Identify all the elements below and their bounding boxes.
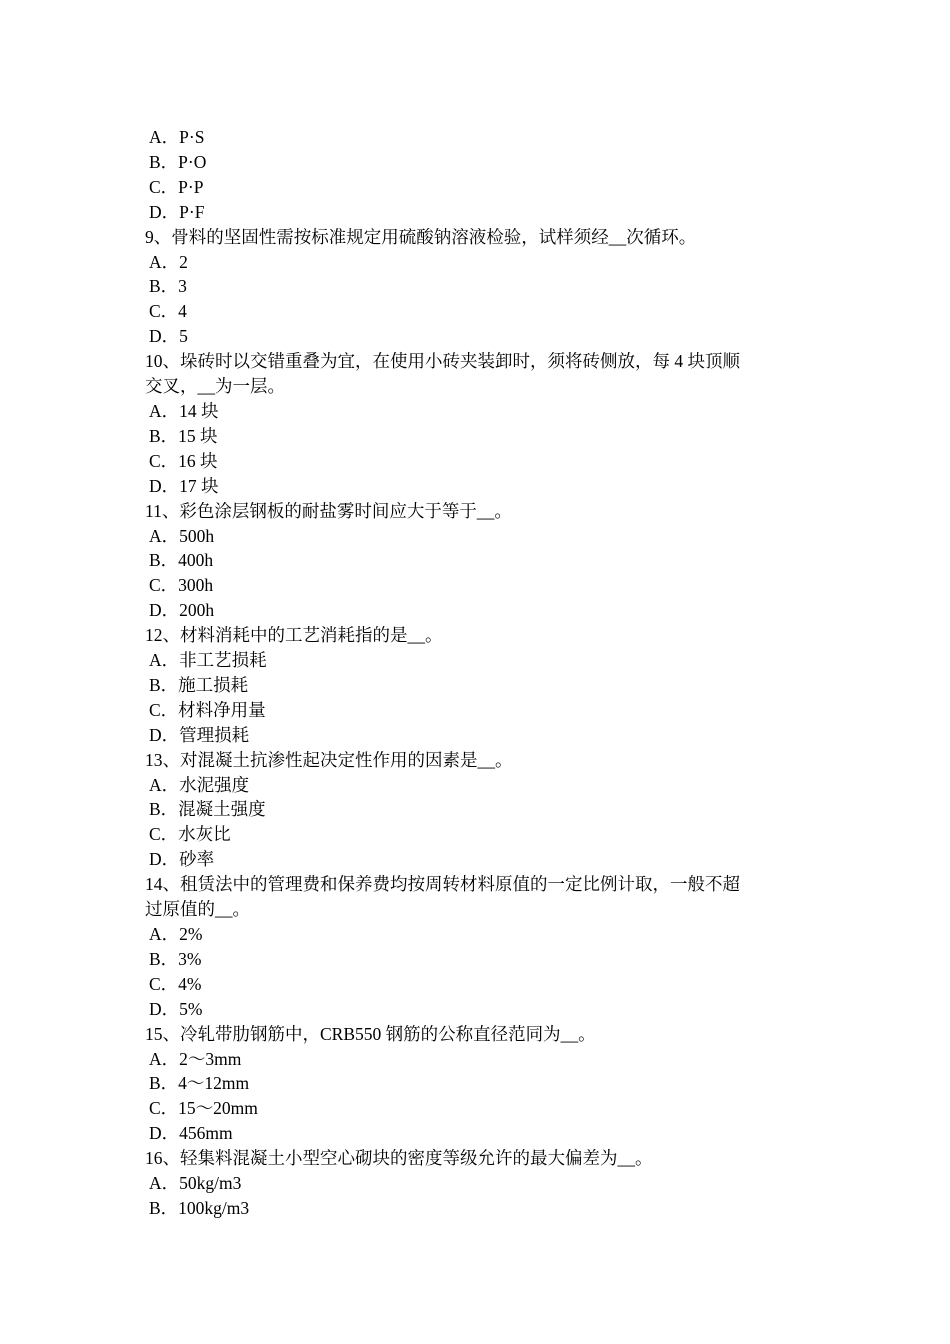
answer-option: B．混凝土强度 (149, 799, 266, 820)
answer-option: A．非工艺损耗 (149, 650, 267, 671)
question-text: 9、骨料的坚固性需按标准规定用硫酸钠溶液检验，试样须经__次循环。 (145, 226, 697, 247)
answer-option: A．500h (149, 525, 215, 546)
answer-option: A．水泥强度 (149, 774, 250, 795)
answer-option: D．5 (149, 326, 188, 347)
question-text: 10、垛砖时以交错重叠为宜，在使用小砖夹装卸时，须将砖侧放，每 4 块顶顺 (145, 351, 740, 372)
answer-option: C．材料净用量 (149, 699, 266, 720)
answer-option: D．17 块 (149, 475, 219, 496)
answer-option: A．14 块 (149, 400, 219, 421)
answer-option: B．施工损耗 (149, 674, 249, 695)
question-text: 13、对混凝土抗渗性起决定性作用的因素是__。 (145, 749, 513, 770)
answer-option: B．3 (149, 276, 187, 297)
question-text: 16、轻集料混凝土小型空心砌块的密度等级允许的最大偏差为__。 (145, 1148, 653, 1169)
answer-option: A．2 (149, 251, 188, 272)
answer-option: D．456mm (149, 1123, 233, 1144)
answer-option: D．200h (149, 600, 215, 621)
answer-option: C．15～20mm (149, 1098, 258, 1119)
answer-option: B．400h (149, 550, 214, 571)
answer-option: C．4 (149, 301, 187, 322)
answer-option: A．2% (149, 924, 203, 944)
question-text: 11、彩色涂层钢板的耐盐雾时间应大于等于__。 (145, 500, 512, 521)
answer-option: C．300h (149, 575, 214, 596)
answer-option: C．4% (149, 973, 202, 994)
answer-option: C．水灰比 (149, 824, 231, 845)
question-text: 交叉，__为一层。 (145, 376, 285, 397)
answer-option: A．2～3mm (149, 1048, 242, 1069)
answer-option: B．100kg/m3 (149, 1197, 250, 1218)
answer-option: B．4～12mm (149, 1073, 250, 1094)
question-text: 过原值的__。 (145, 899, 250, 920)
answer-option: D．砂率 (149, 849, 215, 870)
answer-option: A．P·S (149, 127, 205, 147)
question-text: 15、冷轧带肋钢筋中，CRB550 钢筋的公称直径范同为__。 (145, 1023, 596, 1044)
answer-option: D．P·F (149, 201, 205, 222)
answer-option: D．5% (149, 998, 203, 1019)
question-text: 12、材料消耗中的工艺消耗指的是__。 (145, 625, 443, 646)
answer-option: C．16 块 (149, 450, 218, 471)
document-page (145, 125, 810, 1221)
question-text: 14、租赁法中的管理费和保养费均按周转材料原值的一定比例计取，一般不超 (145, 874, 740, 895)
answer-option: C．P·P (149, 176, 204, 197)
answer-option: A．50kg/m3 (149, 1173, 242, 1194)
answer-option: B．3% (149, 948, 202, 969)
answer-option: B．15 块 (149, 425, 218, 446)
answer-option: B．P·O (149, 151, 207, 172)
answer-option: D．管理损耗 (149, 724, 250, 745)
